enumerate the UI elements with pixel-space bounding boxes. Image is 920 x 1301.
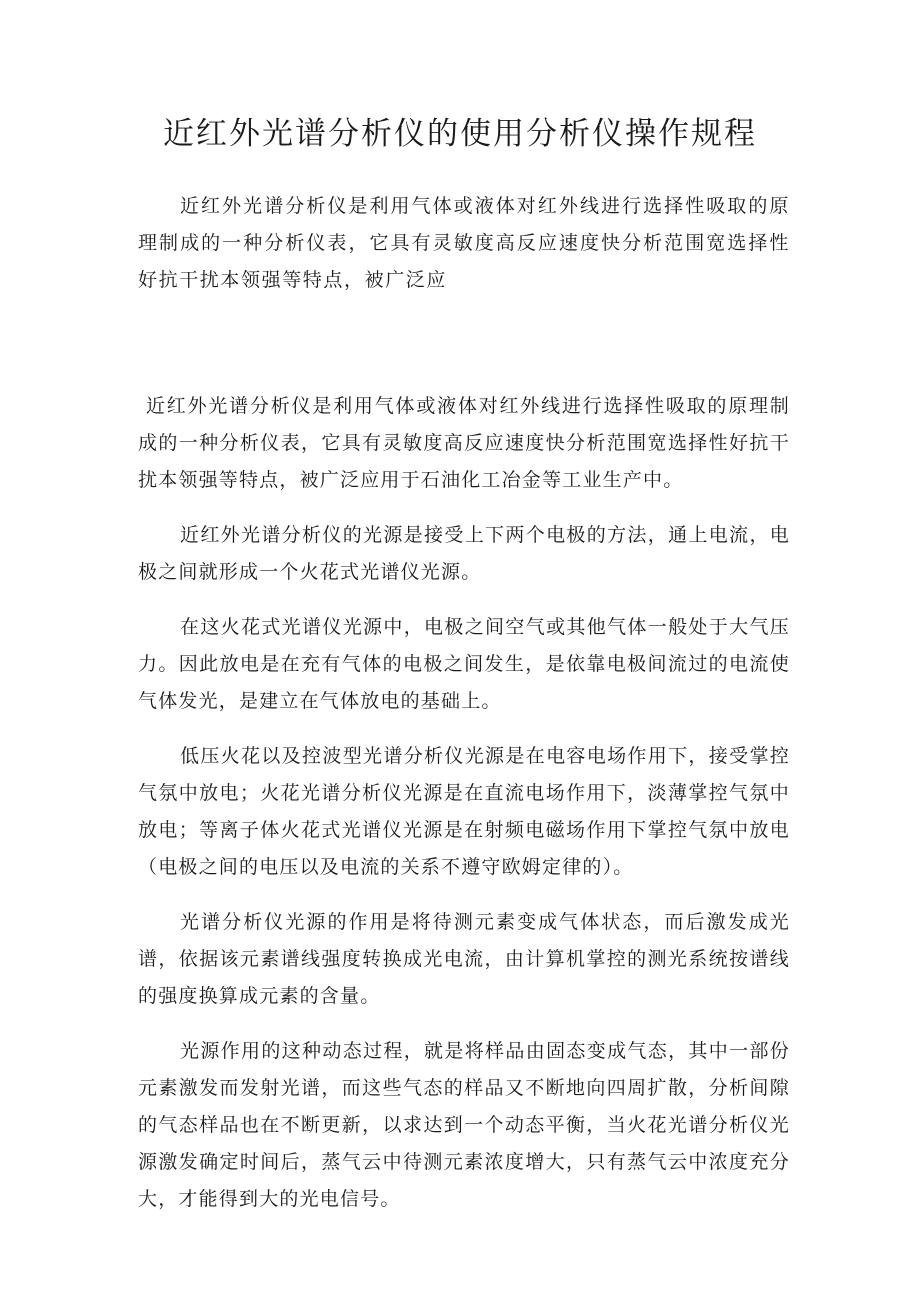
body-paragraph: 近红外光谱分析仪的光源是接受上下两个电极的方法，通上电流，电极之间就形成一个火花式光谱仪光源。: [138, 524, 790, 583]
body-paragraph: 光源作用的这种动态过程，就是将样品由固态变成气态，其中一部份元素激发而发射光谱，而这些气态的样品又不断地向四周扩散，分析间隙的气态样品也在不断更新，以求达到一个动态平衡，当火花光谱分析仪光源激发确定时间后，蒸气云中待测元素浓度增大，只有蒸气云中浓度充分大，才能得到大的光电信号。: [138, 1040, 790, 1210]
document-title: 近红外光谱分析仪的使用分析仪操作规程: [163, 116, 757, 152]
body-paragraph: 低压火花以及控波型光谱分析仪光源是在电容电场作用下，接受掌控气氛中放电；火花光谱分析仪光源是在直流电场作用下，淡薄掌控气氛中放电；等离子体火花式光谱仪光源是在射频电磁场作用下掌控气氛中放电（电极之间的电压以及电流的关系不遵守欧姆定律的）。: [138, 745, 790, 878]
intro-paragraph: 近红外光谱分析仪是利用气体或液体对红外线进行选择性吸取的原理制成的一种分析仪表，它具有灵敏度高反应速度快分析范围宽选择性好抗干扰本领强等特点，被广泛应: [138, 195, 790, 291]
body-paragraph: 光谱分析仪光源的作用是将待测元素变成气体状态，而后激发成光谱，依据该元素谱线强度转换成光电流，由计算机掌控的测光系统按谱线的强度换算成元素的含量。: [138, 911, 790, 1007]
body-paragraph: 近红外光谱分析仪是利用气体或液体对红外线进行选择性吸取的原理制成的一种分析仪表，它具有灵敏度高反应速度快分析范围宽选择性好抗干扰本领强等特点，被广泛应用于石油化工冶金等工业生产中。: [138, 395, 790, 491]
document-body: [138, 388, 790, 1236]
body-paragraph: 在这火花式光谱仪光源中，电极之间空气或其他气体一般处于大气压力。因此放电是在充有气体的电极之间发生，是依靠电极间流过的电流使气体发光，是建立在气体放电的基础上。: [138, 616, 790, 712]
